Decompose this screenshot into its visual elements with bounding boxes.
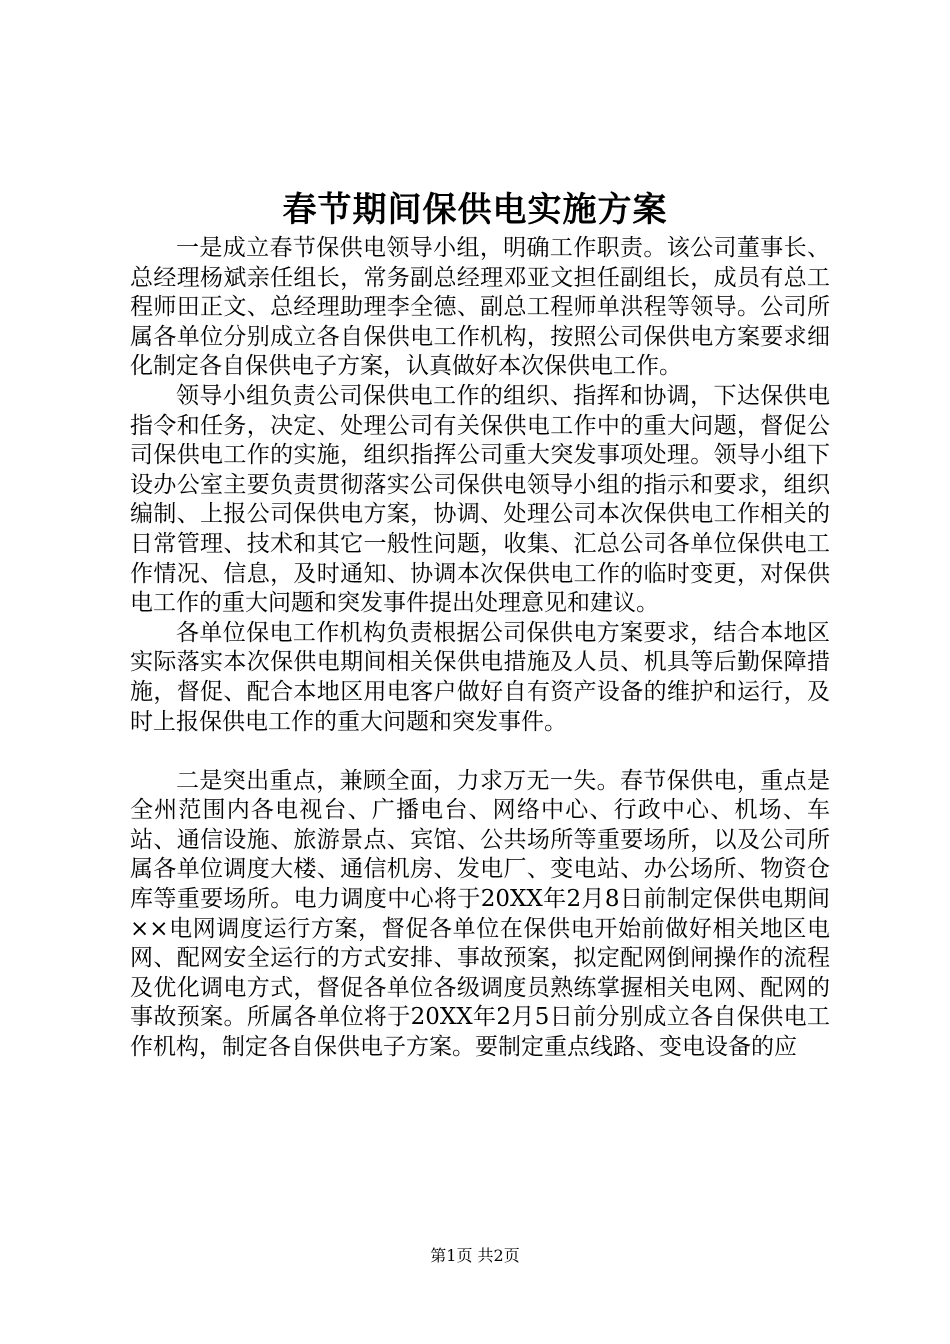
paragraph-2: 领导小组负责公司保供电工作的组织、指挥和协调，下达保供电指令和任务，决定、处理公司有关保供电工作中的重大问题，督促公司保供电工作的实施，组织指挥公司重大突发事项处理。领导小组下设办公室主要负责贯彻落实公司保供电领导小组的指示和要求，组织编制、上报公司保供电方案，协调、处理公司本次保供电工作相关的日常管理、技术和其它一般性问题，收集、汇总公司各单位保供电工作情况、信息，及时通知、协调本次保供电工作的临时变更，对保供电工作的重大问题和突发事件提出处理意见和建议。 — [130, 382, 830, 617]
paragraph-3: 各单位保电工作机构负责根据公司保供电方案要求，结合本地区实际落实本次保供电期间相关保供电措施及人员、机具等后勤保障措施，督促、配合本地区用电客户做好自有资产设备的维护和运行，及时上报保供电工作的重大问题和突发事件。 — [130, 619, 830, 735]
document-title: 春节期间保供电实施方案 — [282, 190, 668, 230]
page-footer: 第1页 共2页 — [430, 1246, 520, 1265]
paragraph-4: 二是突出重点，兼顾全面，力求万无一失。春节保供电，重点是全州范围内各电视台、广播电台、网络中心、行政中心、机场、车站、通信设施、旅游景点、宾馆、公共场所等重要场所，以及公司所属各单位调度大楼、通信机房、发电厂、变电站、办公场所、物资仓库等重要场所。电力调度中心将于20XX年2月8日前制定保供电期间××电网调度运行方案，督促各单位在保供电开始前做好相关地区电网、配网安全运行的方式安排、事故预案，拟定配网倒闸操作的流程及优化调电方式，督促各单位各级调度员熟练掌握相关电网、配网的事故预案。所属各单位将于20XX年2月5日前分别成立各自保供电工作机构，制定各自保供电子方案。要制定重点线路、变电设备的应 — [130, 767, 830, 1061]
paragraph-spacer — [130, 737, 830, 767]
paragraph-1: 一是成立春节保供电领导小组，明确工作职责。该公司董事长、总经理杨斌亲任组长，常务副总经理邓亚文担任副组长，成员有总工程师田正文、总经理助理李全德、副总工程师单洪程等领导。公司所属各单位分别成立各自保供电工作机构，按照公司保供电方案要求细化制定各自保供电子方案，认真做好本次保供电工作。 — [130, 235, 830, 380]
document-body — [130, 234, 830, 1063]
